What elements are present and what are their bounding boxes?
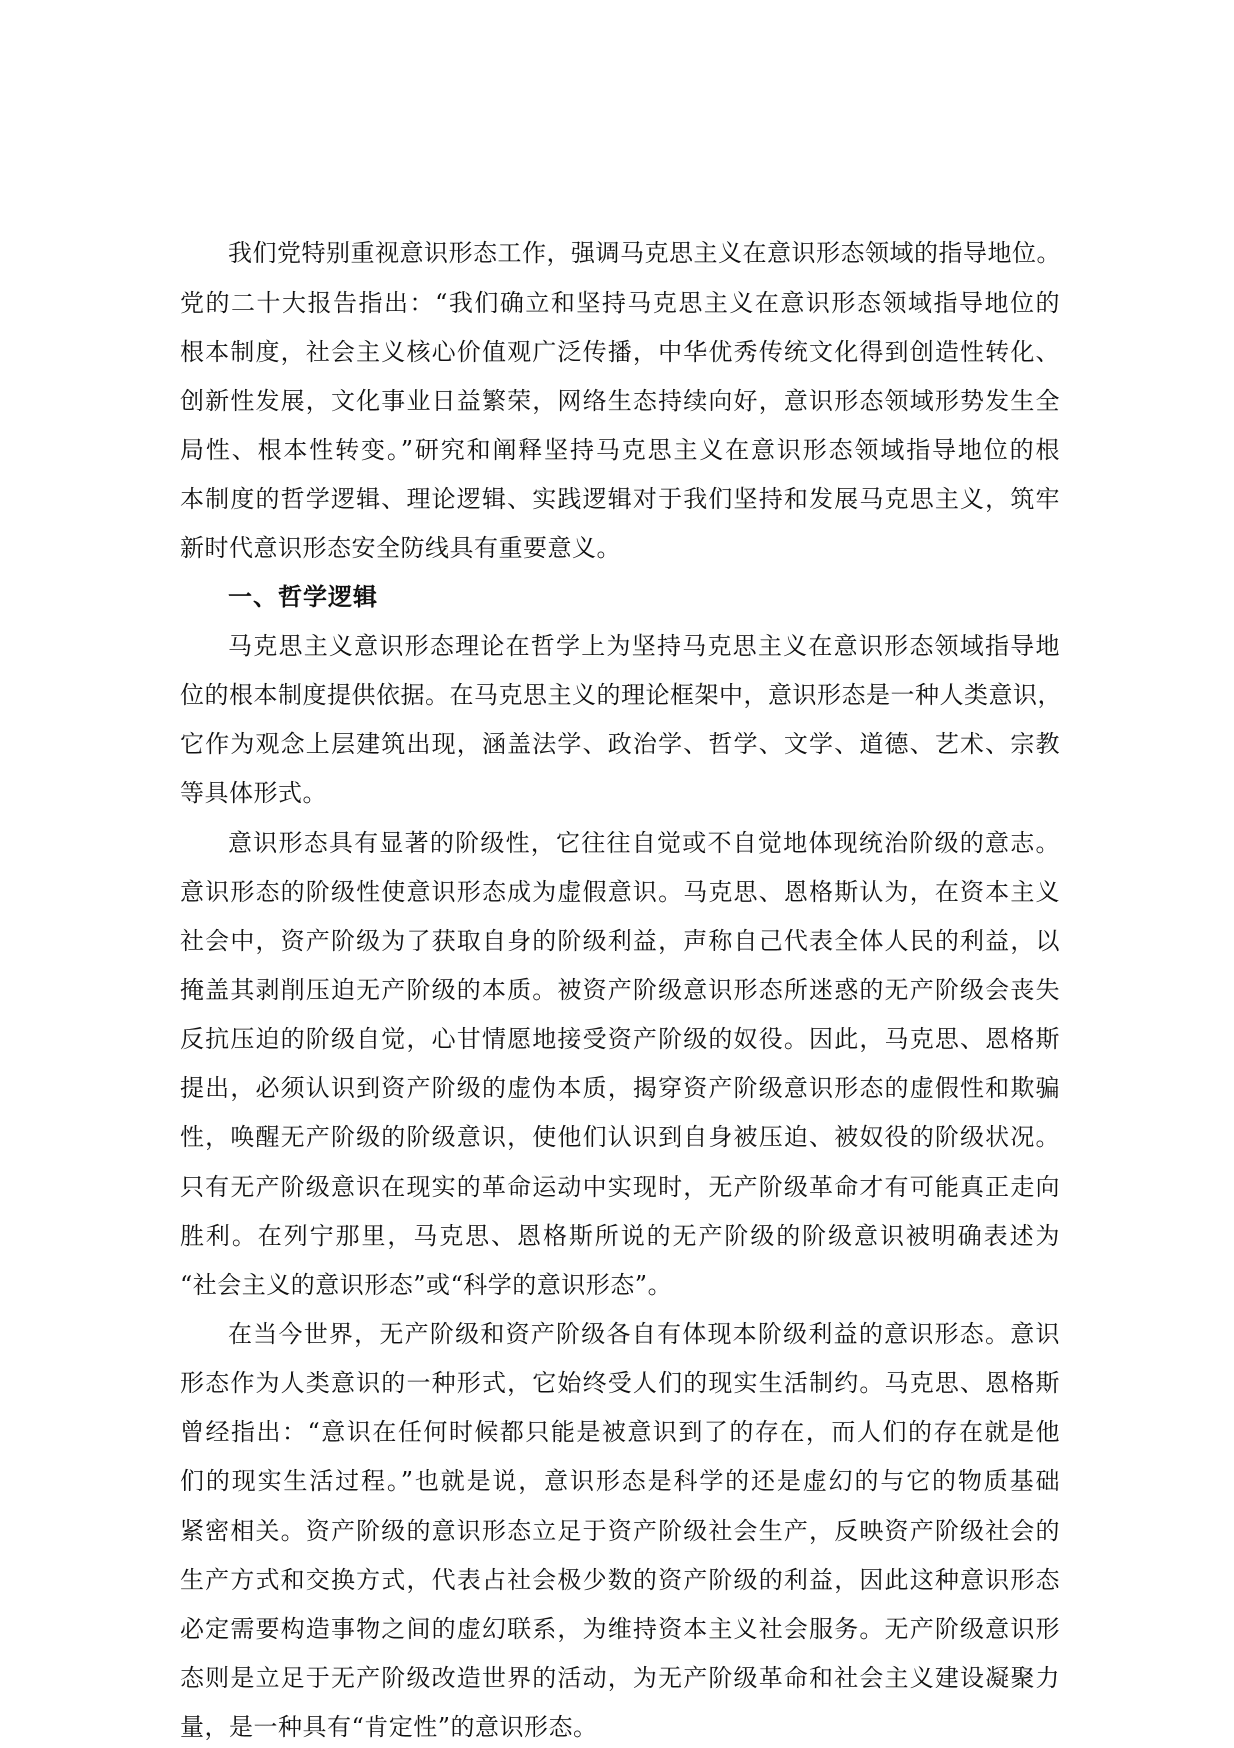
paragraph-4-line-5: 紧密相关。资产阶级的意识形态立足于资产阶级社会生产，反映资产阶级社会的 <box>180 1517 1060 1545</box>
section-heading: 一、哲学逻辑 <box>228 582 378 611</box>
paragraph-4-line-6: 生产方式和交换方式，代表占社会极少数的资产阶级的利益，因此这种意识形态 <box>180 1566 1060 1594</box>
paragraph-3-line-9: 胜利。在列宁那里，马克思、恩格斯所说的无产阶级的阶级意识被明确表述为 <box>180 1222 1060 1250</box>
paragraph-3-line-8: 只有无产阶级意识在现实的革命运动中实现时，无产阶级革命才有可能真正走向 <box>180 1173 1060 1201</box>
paragraph-4-line-1: 在当今世界，无产阶级和资产阶级各自有体现本阶级利益的意识形态。意识 <box>228 1320 1060 1348</box>
paragraph-2-line-4: 等具体形式。 <box>180 779 327 807</box>
paragraph-3-line-7: 性，唤醒无产阶级的阶级意识，使他们认识到自身被压迫、被奴役的阶级状况。 <box>180 1123 1060 1151</box>
paragraph-3-line-1: 意识形态具有显著的阶级性，它往往自觉或不自觉地体现统治阶级的意志。 <box>228 829 1060 857</box>
paragraph-1-line-2: 党的二十大报告指出：“我们确立和坚持马克思主义在意识形态领域指导地位的 <box>180 289 1060 317</box>
paragraph-3-line-10: “社会主义的意识形态”或“科学的意识形态”。 <box>180 1271 673 1299</box>
paragraph-4-line-8: 态则是立足于无产阶级改造世界的活动，为无产阶级革命和社会主义建设凝聚力 <box>180 1664 1060 1692</box>
paragraph-1-line-4: 创新性发展，文化事业日益繁荣，网络生态持续向好，意识形态领域形势发生全 <box>180 387 1060 415</box>
paragraph-3-line-5: 反抗压迫的阶级自觉，心甘情愿地接受资产阶级的奴役。因此，马克思、恩格斯 <box>180 1025 1060 1053</box>
paragraph-2-line-1: 马克思主义意识形态理论在哲学上为坚持马克思主义在意识形态领域指导地 <box>228 632 1060 660</box>
paragraph-1-line-6: 本制度的哲学逻辑、理论逻辑、实践逻辑对于我们坚持和发展马克思主义，筑牢 <box>180 485 1060 513</box>
paragraph-4-line-9: 量，是一种具有“肯定性”的意识形态。 <box>180 1713 598 1741</box>
paragraph-4-line-2: 形态作为人类意识的一种形式，它始终受人们的现实生活制约。马克思、恩格斯 <box>180 1369 1060 1397</box>
paragraph-2-line-2: 位的根本制度提供依据。在马克思主义的理论框架中，意识形态是一种人类意识， <box>180 681 1062 709</box>
paragraph-4-line-3: 曾经指出：“意识在任何时候都只能是被意识到了的存在，而人们的存在就是他 <box>180 1418 1060 1446</box>
paragraph-3-line-4: 掩盖其剥削压迫无产阶级的本质。被资产阶级意识形态所迷惑的无产阶级会丧失 <box>180 976 1060 1004</box>
paragraph-3-line-2: 意识形态的阶级性使意识形态成为虚假意识。马克思、恩格斯认为，在资本主义 <box>180 878 1060 906</box>
paragraph-1-line-7: 新时代意识形态安全防线具有重要意义。 <box>180 534 621 562</box>
paragraph-1-line-1: 我们党特别重视意识形态工作，强调马克思主义在意识形态领域的指导地位。 <box>228 239 1061 267</box>
paragraph-4-line-4: 们的现实生活过程。”也就是说，意识形态是科学的还是虚幻的与它的物质基础 <box>180 1467 1060 1495</box>
paragraph-3-line-3: 社会中，资产阶级为了获取自身的阶级利益，声称自己代表全体人民的利益，以 <box>180 927 1060 955</box>
paragraph-4-line-7: 必定需要构造事物之间的虚幻联系，为维持资本主义社会服务。无产阶级意识形 <box>180 1615 1060 1643</box>
paragraph-1-line-5: 局性、根本性转变。”研究和阐释坚持马克思主义在意识形态领域指导地位的根 <box>180 436 1060 464</box>
paragraph-1-line-3: 根本制度，社会主义核心价值观广泛传播，中华优秀传统文化得到创造性转化、 <box>180 338 1060 366</box>
paragraph-2-line-3: 它作为观念上层建筑出现，涵盖法学、政治学、哲学、文学、道德、艺术、宗教 <box>180 730 1060 758</box>
paragraph-3-line-6: 提出，必须认识到资产阶级的虚伪本质，揭穿资产阶级意识形态的虚假性和欺骗 <box>180 1074 1060 1102</box>
